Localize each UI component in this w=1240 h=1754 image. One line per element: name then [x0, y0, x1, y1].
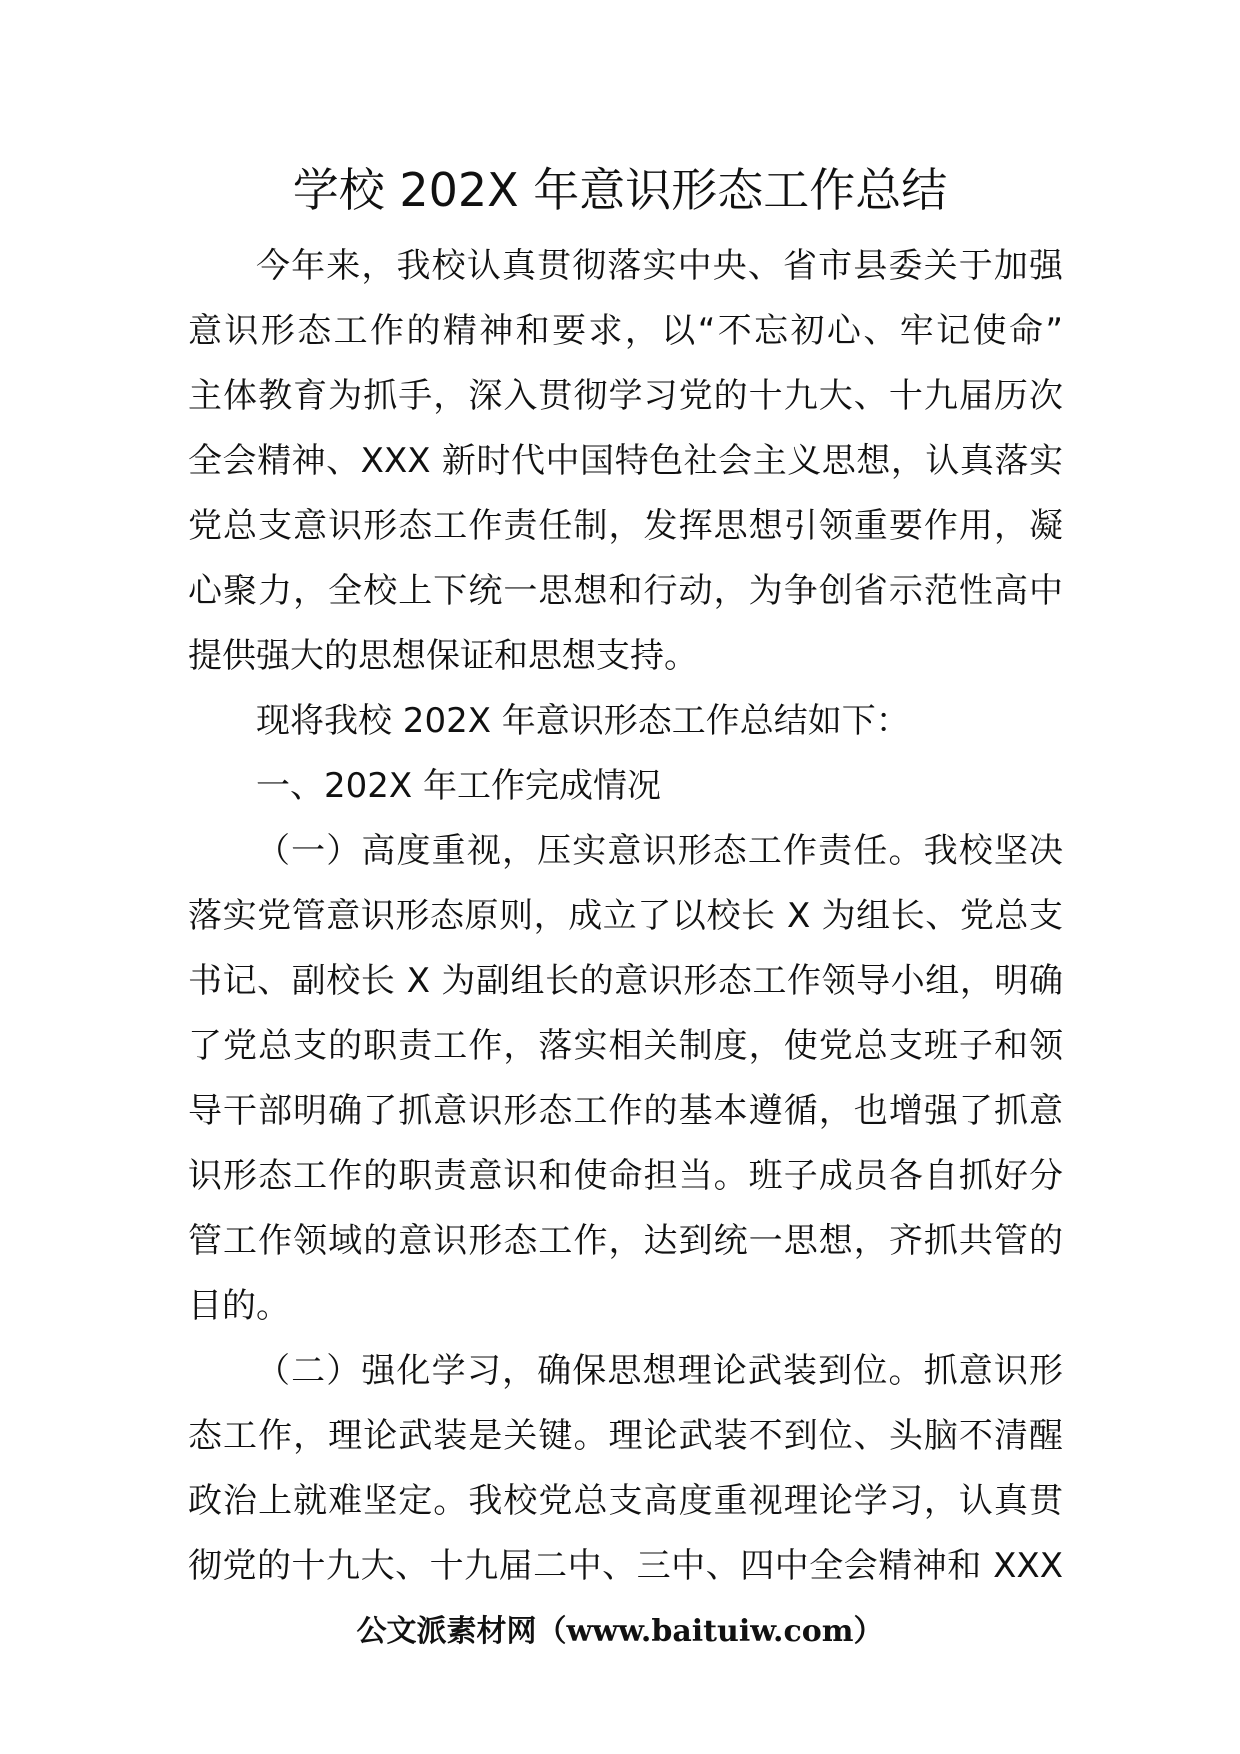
paragraph-line: 彻党的十九大、十九届二中、三中、四中全会精神和 XXX	[188, 1546, 1063, 1586]
paragraph-line: 今年来，我校认真贯彻落实中央、省市县委关于加强	[256, 246, 1063, 286]
paragraph-line: 全会精神、XXX 新时代中国特色社会主义思想，认真落实	[188, 441, 1063, 481]
paragraph-line: 识形态工作的职责意识和使命担当。班子成员各自抓好分	[188, 1156, 1063, 1196]
paragraph-line: （二）强化学习，确保思想理论武装到位。抓意识形	[256, 1351, 1063, 1391]
paragraph-line: 了党总支的职责工作，落实相关制度，使党总支班子和领	[188, 1026, 1063, 1066]
paragraph-line: （一）高度重视，压实意识形态工作责任。我校坚决	[256, 831, 1063, 871]
paragraph-line: 提供强大的思想保证和思想支持。	[188, 636, 698, 676]
paragraph-line: 心聚力，全校上下统一思想和行动，为争创省示范性高中	[188, 571, 1063, 611]
document-title: 学校 202X 年意识形态工作总结	[292, 163, 948, 217]
paragraph-line: 目的。	[188, 1286, 290, 1326]
paragraph-line: 现将我校 202X 年意识形态工作总结如下：	[256, 701, 910, 741]
paragraph-line: 导干部明确了抓意识形态工作的基本遵循，也增强了抓意	[188, 1091, 1063, 1131]
footer-watermark: 公文派素材网（www.baituiw.com）	[356, 1614, 884, 1649]
paragraph-line: 党总支意识形态工作责任制，发挥思想引领重要作用，凝	[188, 506, 1063, 546]
document-body	[188, 234, 1063, 1599]
paragraph-line: 意识形态工作的精神和要求，以“不忘初心、牢记使命”	[188, 311, 1063, 351]
paragraph-line: 政治上就难坚定。我校党总支高度重视理论学习，认真贯	[188, 1481, 1063, 1521]
paragraph-line: 态工作，理论武装是关键。理论武装不到位、头脑不清醒	[188, 1416, 1063, 1456]
paragraph-line: 落实党管意识形态原则，成立了以校长 X 为组长、党总支	[188, 896, 1063, 936]
paragraph-line: 书记、副校长 X 为副组长的意识形态工作领导小组，明确	[188, 961, 1063, 1001]
section-heading: 一、202X 年工作完成情况	[256, 766, 661, 806]
paragraph-line: 管工作领域的意识形态工作，达到统一思想，齐抓共管的	[188, 1221, 1063, 1261]
paragraph-line: 主体教育为抓手，深入贯彻学习党的十九大、十九届历次	[188, 376, 1063, 416]
